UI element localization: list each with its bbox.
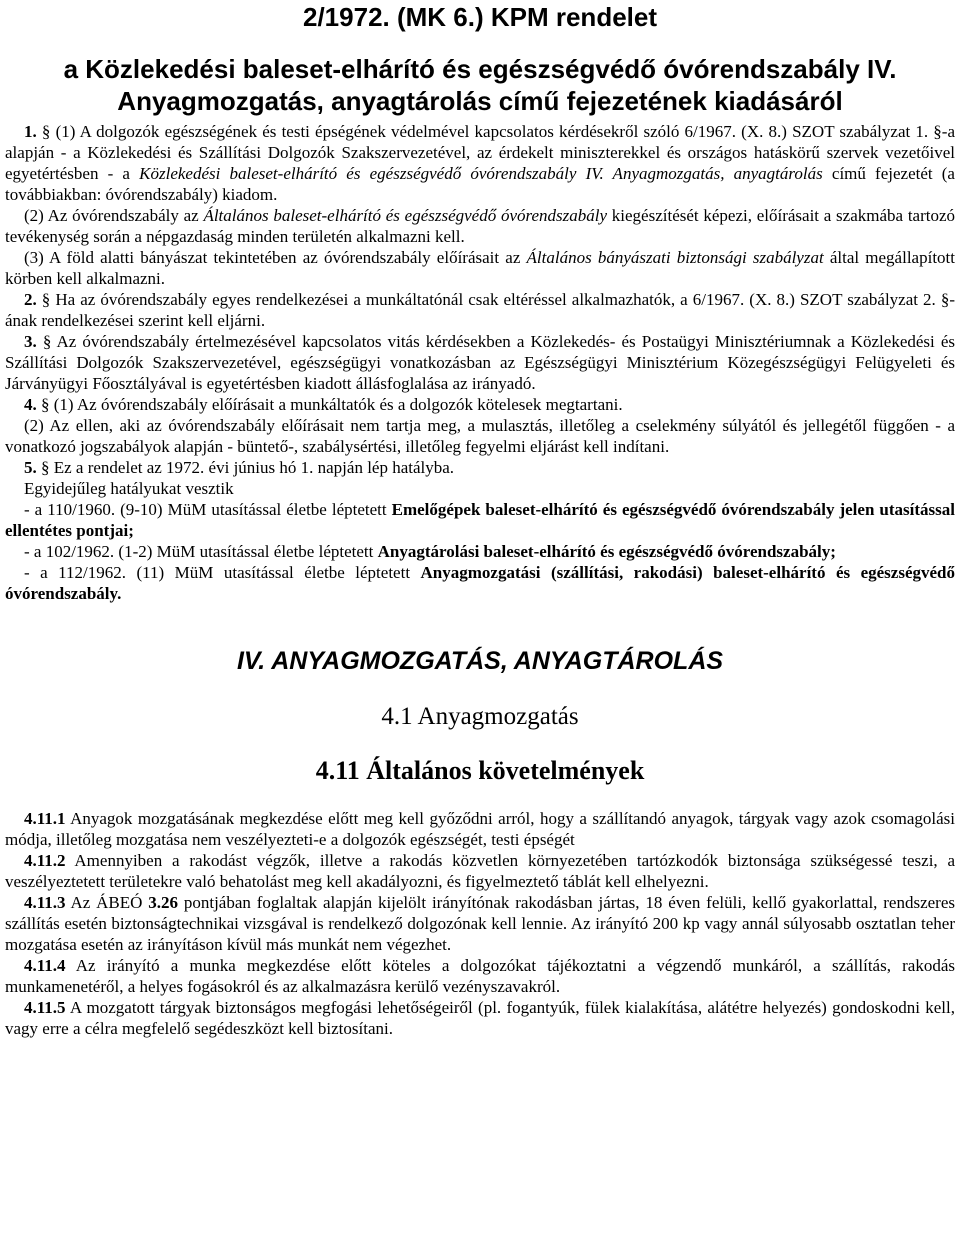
repeal-intro: Egyidejűleg hatályukat vesztik [24, 479, 234, 498]
paragraph-text: (2) Az ellen, aki az óvórendszabály előírásait nem tartja meg, a mulasztás, illetőleg a cselekmény súlyától és jellegétől függően - a vonatkozó jogszabályok alapján - büntető-, szabálysértési, illetőleg fegyelmi eljárást kell indítani. [5, 416, 955, 456]
section-sign: § [41, 290, 51, 309]
italic-title: Általános baleset-elhárító és egészségvédő óvórendszabály [203, 206, 608, 225]
section-sign: § [41, 458, 50, 477]
section-number: 1. [24, 122, 37, 141]
point-number: 4.11.3 [24, 893, 66, 912]
point-text: Az ÁBEÓ [65, 893, 149, 912]
paragraph-s1-2 [5, 205, 955, 247]
point-number: 4.11.5 [24, 998, 66, 1017]
document-title: 2/1972. (MK 6.) KPM rendelet [303, 2, 657, 32]
paragraph-text: Ez a rendelet az 1972. évi június hó 1. napján lép hatályba. [49, 458, 455, 477]
point-number: 4.11.4 [24, 956, 66, 975]
paragraph-text: című fejezetét (a továbbiakban: óvórendszabály) kiadom. [5, 164, 955, 204]
repeal-item-text: - a 110/1960. (9-10) MüM utasítással életbe léptetett [24, 500, 392, 519]
point-4-11-2 [5, 850, 955, 892]
section-heading: IV. ANYAGMOZGATÁS, ANYAGTÁROLÁS [236, 647, 724, 675]
paragraph-text: (3) A föld alatti bányászat tekintetében az óvórendszabály előírásait az [24, 248, 527, 267]
paragraph-s4-1 [5, 394, 955, 415]
paragraph-text: (1) Az óvórendszabály előírásait a munkáltatók és a dolgozók kötelesek megtartani. [49, 395, 623, 414]
point-text: Anyagok mozgatásának megkezdése előtt meg kell győződni arról, hogy a szállítandó anyagok, tárgyak vagy azok csomagolási módja, illetőleg mozgatása nem veszélyezteti-e a dolgozók egészségét, testi épségét [5, 809, 955, 849]
document-subtitle-line2: Anyagmozgatás, anyagtárolás című fejezetének kiadásáról [117, 86, 843, 116]
section-number: 2. [24, 290, 37, 309]
point-reference: 3.26 [148, 893, 179, 912]
section-number: 3. [24, 332, 37, 351]
repeal-item-text: - a 112/1962. (11) MüM utasítással életbe léptetett [24, 563, 421, 582]
document-subtitle-line1: a Közlekedési baleset-elhárító és egészségvédő óvórendszabály IV. [63, 54, 897, 84]
point-4-11-3 [5, 892, 955, 955]
section-sign: § [41, 122, 51, 141]
point-text: Amennyiben a rakodást végzők, illetve a rakodás közvetlen környezetében tartózkodók biztonsága szükségessé teszi, a veszélyeztetett területekre való behatolást meg kell akadályozni, és figyelmeztető táblát kell elhelyezni. [5, 851, 955, 891]
section-sign: § [42, 332, 52, 351]
point-text: A mozgatott tárgyak biztonságos megfogási lehetőségeiről (pl. fogantyúk, fülek kialakítása, alátétre helyezés) gondoskodni kell, vagy erre a célra megfelelő segédeszközt kell biztosítani. [5, 998, 955, 1038]
paragraph-text: (2) Az óvórendszabály az [24, 206, 204, 225]
paragraph-text: Ha az óvórendszabály egyes rendelkezései a munkáltatónál csak eltéréssel alkalmazhatók, a 6/1967. (X. 8.) SZOT szabályzat 2. §-ának rendelkezései szerint kell eljárni. [5, 290, 955, 330]
section-number: 4. [24, 395, 37, 414]
paragraph-s1-3 [5, 247, 955, 289]
repeal-item-title: Emelőgépek baleset-elhárító és egészségvédő óvórendszabály jelen utasítással ellentétes pontjai; [5, 500, 955, 540]
paragraph-s3 [5, 331, 955, 394]
subsubsection-heading: 4.11 Általános követelmények [315, 756, 645, 785]
repeal-item-title: Anyagtárolási baleset-elhárító és egészségvédő óvórendszabály; [377, 542, 836, 561]
paragraph-text: kiegészítését képezi, előírásait a szakmába tartozó tevékenység során a népgazdaság minden területén alkalmazni kell. [5, 206, 956, 246]
point-text: Az irányító a munka megkezdése előtt köteles a dolgozókat tájékoztatni a végzendő munkáról, a szállítás, rakodás munkamenetéről, a helyes fogásokról és az alkalmazásra kerülő vezényszavakról. [5, 956, 955, 996]
point-text: pontjában foglaltak alapján kijelölt irányítónak rakodásban jártas, 18 éven felüli, kellő gyakorlattal, rendszeres szállítás esetén biztonságtechnikai vizsgával is rendelkező dolgozónak kell lennie. Az irányító 200 kp vagy annál súlyosabb osztatlan teher mozgatása esetén az irányításon kívül más munkát nem végezhet. [5, 893, 955, 954]
italic-title: Közlekedési baleset-elhárító és egészségvédő óvórendszabály IV. Anyagmozgatás, anyagtárolás [139, 164, 823, 183]
point-4-11-5 [5, 997, 955, 1039]
point-4-11-4 [5, 955, 955, 997]
repeal-item [5, 499, 955, 541]
paragraph-s5 [5, 457, 955, 478]
section-sign: § [41, 395, 50, 414]
section-number: 5. [24, 458, 37, 477]
paragraph-s1-1 [5, 121, 955, 205]
paragraph-text: Az óvórendszabály értelmezésével kapcsolatos vitás kérdésekben a Közlekedés- és Postaügyi Minisztériumnak a Közlekedési és Szállítási Dolgozók Szakszervezetével, egészségügyi vonatkozásban az Egészségügyi Minisztérium Közegészségügyi Felügyeleti és Járványügyi Főosztályával is egyetértésben kiadott állásfoglalása az irányadó. [5, 332, 955, 393]
repeal-item [5, 541, 955, 562]
document-body [5, 121, 955, 1039]
repeal-item-title: Anyagmozgatási (szállítási, rakodási) baleset-elhárító és egészségvédő óvórendszabály. [5, 563, 955, 603]
point-number: 4.11.2 [24, 851, 66, 870]
paragraph-s4-2 [5, 415, 955, 457]
repeal-item-text: - a 102/1962. (1-2) MüM utasítással életbe léptetett [24, 542, 378, 561]
point-number: 4.11.1 [24, 809, 66, 828]
subsection-heading: 4.1 Anyagmozgatás [381, 703, 579, 730]
point-4-11-1 [5, 808, 955, 850]
repeal-item [5, 562, 955, 604]
italic-title: Általános bányászati biztonsági szabályzat [526, 248, 824, 267]
paragraph-s2 [5, 289, 955, 331]
paragraph-text: által megállapított körben kell alkalmazni. [5, 248, 955, 288]
paragraph-text: (1) A dolgozók egészségének és testi épségének védelmével kapcsolatos kérdésekről szóló 6/1967. (X. 8.) SZOT szabályzat 1. §-a alapján - a Közlekedési és Szállítási Dolgozók Szakszervezetével, az érdekelt miniszterekkel és országos hatáskörű szervek vezetőivel egyetértésben - a [5, 122, 956, 183]
